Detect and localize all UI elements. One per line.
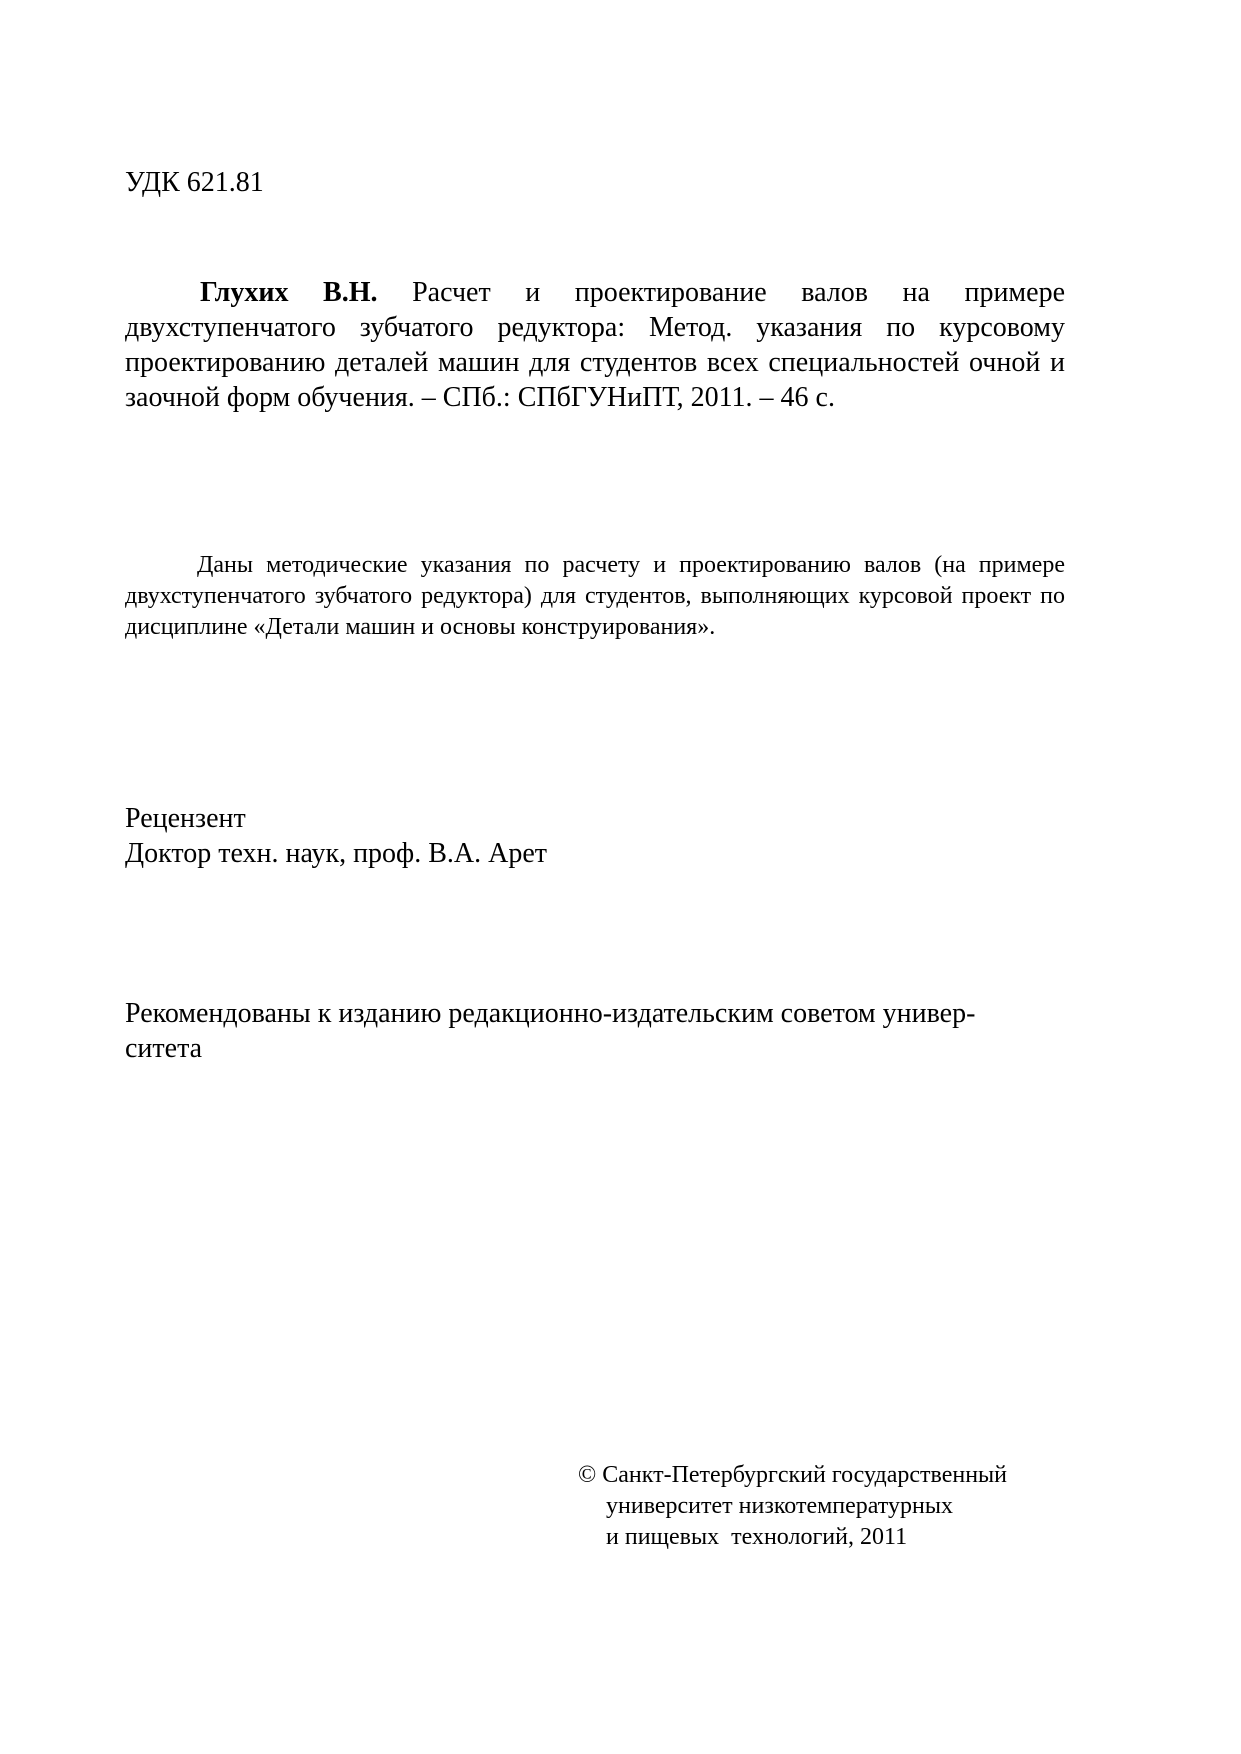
copyright-block [578,1460,1007,1553]
udk-code: УДК 621.81 [125,167,264,198]
copyright-line-3: и пищевых технологий, 2011 [606,1524,908,1550]
reviewer-name: Доктор техн. наук, проф. В.А. Арет [125,838,547,869]
copyright-line-2: университет низкотемпературных [606,1493,953,1519]
annotation: Даны методические указания по расчету и проектированию валов (на примере двухступенчатого зубчатого редуктора) для студентов, выполняющих курсовой проект по дисциплине «Детали машин и основы конструирования». [125,552,1065,640]
reviewer-block [125,801,547,871]
recommendation [125,996,1065,1066]
copyright-line-1: © Санкт-Петербургский государственный [578,1462,1007,1488]
author-name: Глухих В.Н. [200,277,378,308]
reviewer-heading: Рецензент [125,803,246,834]
bibliographic-record [125,275,1065,415]
recommendation-line-1: Рекомендованы к изданию редакционно-издательским советом универ- [125,998,976,1029]
recommendation-line-2: ситета [125,1033,203,1064]
bibliographic-description: Расчет и проектирование валов на примере двухступенчатого зубчатого редуктора: Метод. указания по курсовому проектированию деталей машин для студентов всех специальностей очной и заочной форм обучения. – СПб.: СПбГУНиПТ, 2011. – 46 с. [125,277,1066,413]
